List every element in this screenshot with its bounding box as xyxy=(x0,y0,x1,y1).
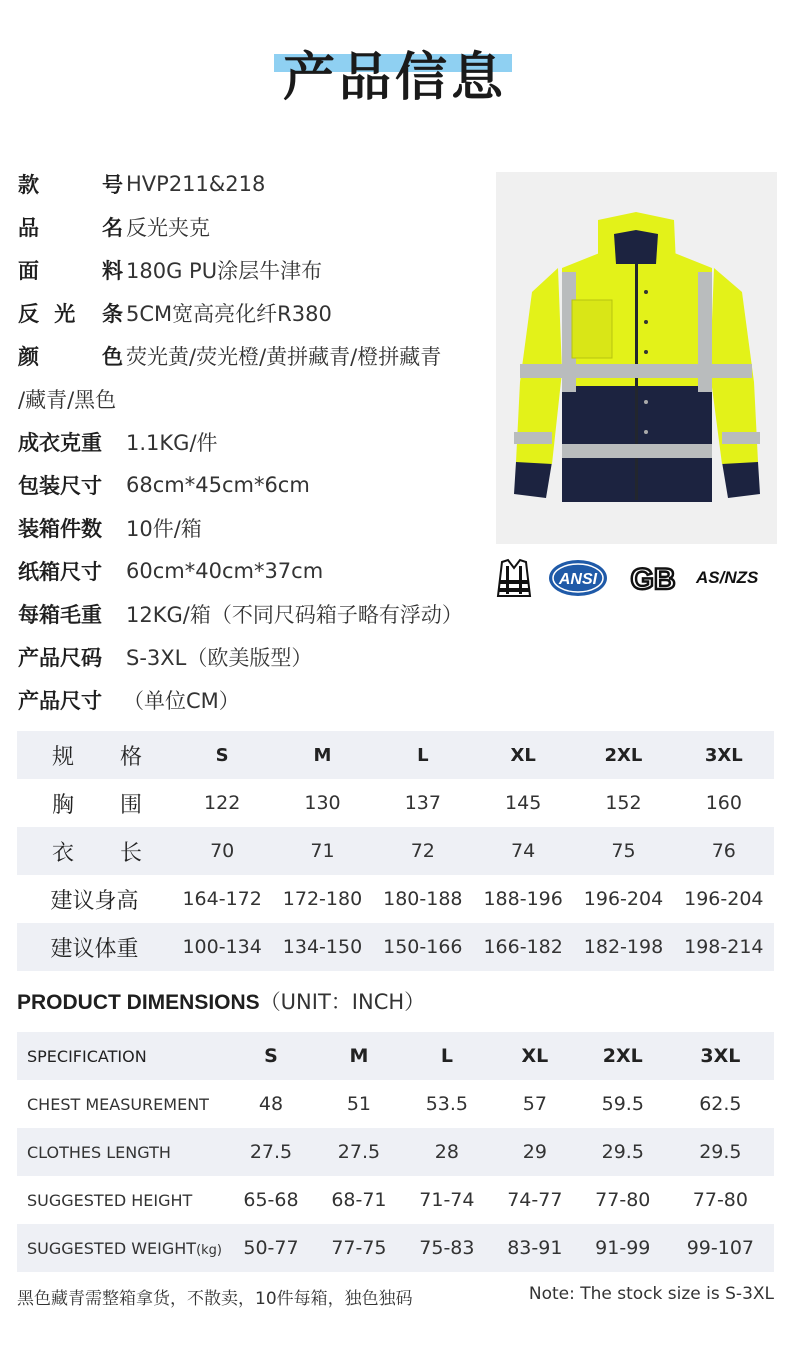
info-label xyxy=(18,169,123,199)
table-cell: 74-77 xyxy=(507,1189,563,1211)
table-cell: 77-80 xyxy=(692,1189,748,1211)
label-part: 胸 xyxy=(52,792,75,818)
table-row xyxy=(17,923,774,971)
title-container xyxy=(0,40,790,116)
info-row-gross-weight xyxy=(18,592,498,635)
table-row xyxy=(17,779,774,827)
table-cell: 182-198 xyxy=(583,936,664,958)
info-row-color xyxy=(18,334,498,377)
table-cell: 122 xyxy=(204,792,241,814)
table-cell: 166-182 xyxy=(483,936,563,958)
ansi-logo xyxy=(548,558,608,598)
info-label: 纸箱尺寸 xyxy=(18,559,102,584)
size-header: L xyxy=(417,744,429,766)
size-header: M xyxy=(313,744,332,766)
table-cell: 62.5 xyxy=(699,1093,742,1115)
label-part: 规 xyxy=(52,744,75,770)
table-cell: 196-204 xyxy=(583,888,664,910)
info-value: 12KG/箱（不同尺码箱子略有浮动） xyxy=(126,602,463,627)
info-label: 产品尺寸 xyxy=(18,688,102,713)
table-cell: 91-99 xyxy=(595,1237,651,1259)
footer-notes xyxy=(17,1284,774,1309)
table-row-label xyxy=(17,1224,227,1272)
table-cell: 150-166 xyxy=(383,936,463,958)
size-table-cm xyxy=(17,731,774,971)
table-cell: 75 xyxy=(611,840,636,862)
info-row-carton-size xyxy=(18,549,498,592)
info-value: 10件/箱 xyxy=(126,516,202,541)
table-cell: 27.5 xyxy=(337,1141,381,1163)
info-value: 反光夹克 xyxy=(126,215,210,240)
info-label-part: 面 xyxy=(18,258,39,283)
product-photo xyxy=(496,172,777,544)
size-table-inch xyxy=(17,1032,774,1272)
label-part: 格 xyxy=(119,744,142,770)
table-row-label: CLOTHES LENGTH xyxy=(27,1142,171,1162)
certification-logos xyxy=(496,556,786,600)
label-part: 衣 xyxy=(52,840,75,866)
info-row-weight xyxy=(18,420,498,463)
jacket-illustration xyxy=(496,172,777,544)
table-cell: 160 xyxy=(705,792,742,814)
info-label-part: 反 光 xyxy=(18,301,80,326)
size-header: 3XL xyxy=(700,1045,741,1067)
table-cell: 164-172 xyxy=(182,888,262,910)
table-row xyxy=(17,875,774,923)
info-value: 5CM宽高亮化纤R380 xyxy=(126,301,332,326)
info-value: 60cm*40cm*37cm xyxy=(126,558,324,583)
as-nzs-logo: AS/NZS xyxy=(696,568,759,587)
table-cell: 152 xyxy=(605,792,642,814)
info-label: 成衣克重 xyxy=(18,430,102,455)
size-header: 2XL xyxy=(604,744,643,766)
info-label xyxy=(18,255,123,285)
product-info-list xyxy=(18,162,498,721)
info-label xyxy=(18,341,123,371)
size-header: S xyxy=(215,744,229,766)
table-cell: 27.5 xyxy=(249,1141,293,1163)
page-title: 产品信息 xyxy=(282,48,507,108)
table-cell: 29.5 xyxy=(699,1141,742,1163)
table-cell: 134-150 xyxy=(282,936,363,958)
table-cell: 51 xyxy=(346,1093,372,1115)
info-label-part: 料 xyxy=(102,258,123,283)
table-cell: 72 xyxy=(410,840,435,862)
table-cell: 145 xyxy=(505,792,542,814)
table-cell: 196-204 xyxy=(684,888,764,910)
row-label-text: SUGGESTED WEIGHT xyxy=(27,1238,197,1258)
info-label-part: 颜 xyxy=(18,344,39,369)
table-cell: 137 xyxy=(404,792,441,814)
table-row xyxy=(17,827,774,875)
table-row-label: 建议身高 xyxy=(50,888,139,914)
info-value: （单位CM） xyxy=(123,688,240,713)
info-value: 180G PU涂层牛津布 xyxy=(126,258,323,283)
info-label-part: 号 xyxy=(102,172,123,197)
info-value: 1.1KG/件 xyxy=(126,430,218,455)
table-cell: 76 xyxy=(711,840,736,862)
table-cell: 71 xyxy=(310,840,335,862)
size-header: M xyxy=(349,1045,369,1067)
table-cell: 28 xyxy=(434,1141,459,1163)
table-cell: 65-68 xyxy=(243,1189,299,1211)
footer-note-en: Note: The stock size is S-3XL xyxy=(528,1284,774,1304)
table-row-label: SUGGESTED HEIGHT xyxy=(27,1190,193,1210)
info-label-part: 条 xyxy=(102,301,123,326)
info-label: 产品尺码 xyxy=(18,645,102,670)
table-row-label: 建议体重 xyxy=(50,936,139,962)
table-cell: 74 xyxy=(511,840,536,862)
info-label: 每箱毛重 xyxy=(18,602,102,627)
table-row-label: SPECIFICATION xyxy=(27,1046,147,1066)
table-cell: 75-83 xyxy=(419,1237,475,1259)
info-row-fabric xyxy=(18,248,498,291)
table-cell: 198-214 xyxy=(684,936,764,958)
label-part: 长 xyxy=(119,840,142,866)
table-cell: 48 xyxy=(258,1093,284,1115)
gb-logo-text: GB xyxy=(630,563,676,595)
info-row-dimensions xyxy=(18,678,498,721)
info-label: 包装尺寸 xyxy=(18,473,102,498)
info-row-model xyxy=(18,162,498,205)
inch-section-title: PRODUCT DIMENSIONS xyxy=(17,991,260,1014)
info-row-reflective xyxy=(18,291,498,334)
inch-section-heading xyxy=(17,986,425,1016)
info-value: S-3XL（欧美版型） xyxy=(126,645,313,670)
table-cell: 70 xyxy=(210,840,235,862)
table-cell: 50-77 xyxy=(243,1237,299,1259)
info-label xyxy=(18,298,123,328)
table-cell: 29.5 xyxy=(601,1141,644,1163)
size-header: XL xyxy=(510,744,536,766)
table-cell: 99-107 xyxy=(686,1237,755,1259)
table-cell: 53.5 xyxy=(425,1093,469,1115)
table-row xyxy=(17,1128,774,1176)
table-cell: 71-74 xyxy=(419,1189,475,1211)
info-label: 装箱件数 xyxy=(18,516,102,541)
table-row xyxy=(17,1176,774,1224)
gb-logo xyxy=(626,561,680,595)
table-row-label: CHEST MEASUREMENT xyxy=(27,1094,209,1114)
table-row-label xyxy=(17,731,172,779)
info-value: HVP211&218 xyxy=(126,171,266,196)
table-cell: 57 xyxy=(522,1093,547,1115)
info-value: 荧光黄/荧光橙/黄拼藏青/橙拼藏青 xyxy=(126,344,442,369)
safety-vest-icon xyxy=(496,558,532,598)
table-header-row xyxy=(17,1032,774,1080)
info-row-package-size xyxy=(18,463,498,506)
info-color-continued: /藏青/黑色 xyxy=(18,387,117,412)
table-cell: 77-75 xyxy=(331,1237,387,1259)
info-row-sizes xyxy=(18,635,498,678)
inch-section-unit: （UNIT：INCH） xyxy=(259,990,426,1014)
row-label-unit: (kg) xyxy=(196,1242,223,1258)
table-header-row xyxy=(17,731,774,779)
label-part: 围 xyxy=(119,792,142,818)
info-label xyxy=(18,212,123,242)
size-header: 3XL xyxy=(704,744,743,766)
info-value: 68cm*45cm*6cm xyxy=(126,472,310,497)
size-header: 2XL xyxy=(602,1045,643,1067)
table-cell: 172-180 xyxy=(282,888,363,910)
ansi-logo-text: ANSI xyxy=(558,571,598,588)
table-row-label xyxy=(17,827,172,875)
table-cell: 29 xyxy=(522,1141,547,1163)
table-cell: 59.5 xyxy=(601,1093,644,1115)
table-row xyxy=(17,1224,774,1272)
table-row xyxy=(17,1080,774,1128)
size-header: S xyxy=(264,1045,278,1067)
info-row-box-qty xyxy=(18,506,498,549)
info-label-part: 色 xyxy=(102,344,123,369)
table-cell: 77-80 xyxy=(595,1189,651,1211)
table-cell: 68-71 xyxy=(331,1189,387,1211)
table-cell: 188-196 xyxy=(483,888,563,910)
size-header: L xyxy=(440,1045,453,1067)
table-row-label xyxy=(17,779,172,827)
table-cell: 100-134 xyxy=(182,936,262,958)
footer-note-cn: 黑色藏青需整箱拿货，不散卖，10件每箱，独色独码 xyxy=(17,1289,413,1309)
table-cell: 180-188 xyxy=(383,888,463,910)
size-header: XL xyxy=(521,1045,549,1067)
info-label-part: 款 xyxy=(18,172,39,197)
info-row-name xyxy=(18,205,498,248)
info-label-part: 名 xyxy=(102,215,123,240)
table-cell: 83-91 xyxy=(507,1237,563,1259)
info-label-part: 品 xyxy=(18,215,39,240)
table-cell: 130 xyxy=(304,792,341,814)
